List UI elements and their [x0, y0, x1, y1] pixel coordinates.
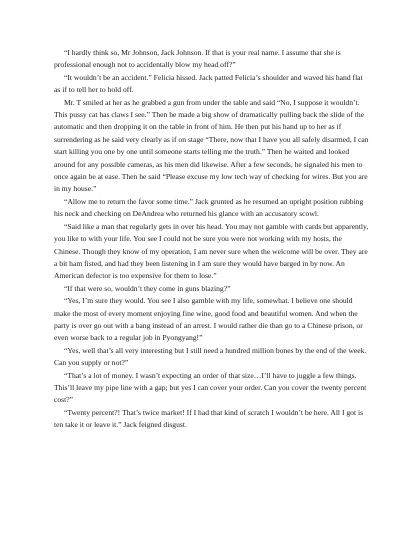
paragraph: “If that were so, wouldn’t they come in guns blazing?”	[64, 283, 231, 293]
paragraph: “Allow me to return the favor some time.” Jack grunted as he resumed an upright position rubbing his neck and checking on DeAndrea who returned his glance with an accusatory scowl.	[54, 196, 364, 219]
paragraph: “Yes, I’m sure they would. You see I also gamble with my life, somewhat. I believe one should make the most of every moment enjoying fine wine, good food and beautiful women. And when the party is over go out with a bang instead of an arrest. I would rather die than go to a Chinese prison, or even worse back to a regular job in Pyongyang!”	[54, 296, 363, 343]
paragraph: “It wouldn’t be an accident.” Felicia hissed. Jack patted Felicia’s shoulder and waved his hand flat as if to tell her to hold off.	[54, 72, 363, 95]
paragraph: “Yes, well that’s all very interesting but I still need a hundred million bones by the end of the week. Can you supply or not?”	[54, 345, 367, 368]
body-text	[54, 47, 370, 432]
paragraph: “Said like a man that regularly gets in over his head. You may not gamble with cards but apparently, you like to with your life. You see I could not be sure you were not working with my hosts, the Chinese. Though they know of my operation, I am never sure when the welcome will be over. They are a bit ham fisted, and had they been listening in I am sure they would have barged in by now. An American defector is too expensive for them to lose.”	[54, 221, 369, 281]
paragraph: “I hardly think so, Mr Johnson, Jack Johnson. If that is your real name. I assume that she is professional enough not to accidentally blow my head off?”	[54, 48, 341, 70]
paragraph: “That’s a lot of money. I wasn’t expecting an order of that size…I’ll have to juggle a few things. This’ll leave my pipe line with a gap; but yes I can cover your order. Can you cover the twenty percent cost?”	[54, 370, 367, 405]
paragraph: Mr. T smiled at her as he grabbed a gun from under the table and said “No, I suppose it wouldn’t. This pussy cat has claws I see.” Then he made a big show of dramatically pulling back the slide of the automatic and then dropping it on the table in front of him. He then put his hand up to her as if surrendering as he said very clearly as if on stage “There, now that I have you all safely disarmed, I can start killing you one by one until someone starts telling me the truth.” Then he waited and looked around for any possible cameras, as his men did likewise. After a few seconds, he signaled his men to once again be at ease. Then he said “Please excuse my low tech way of checking for wires. But you are in my house.”	[54, 97, 369, 194]
paragraph: “Twenty percent?! That’s twice market! If I had that kind of scratch I wouldn’t be here. All I got is ten take it or leave it.” Jack feigned disgust.	[54, 407, 364, 430]
